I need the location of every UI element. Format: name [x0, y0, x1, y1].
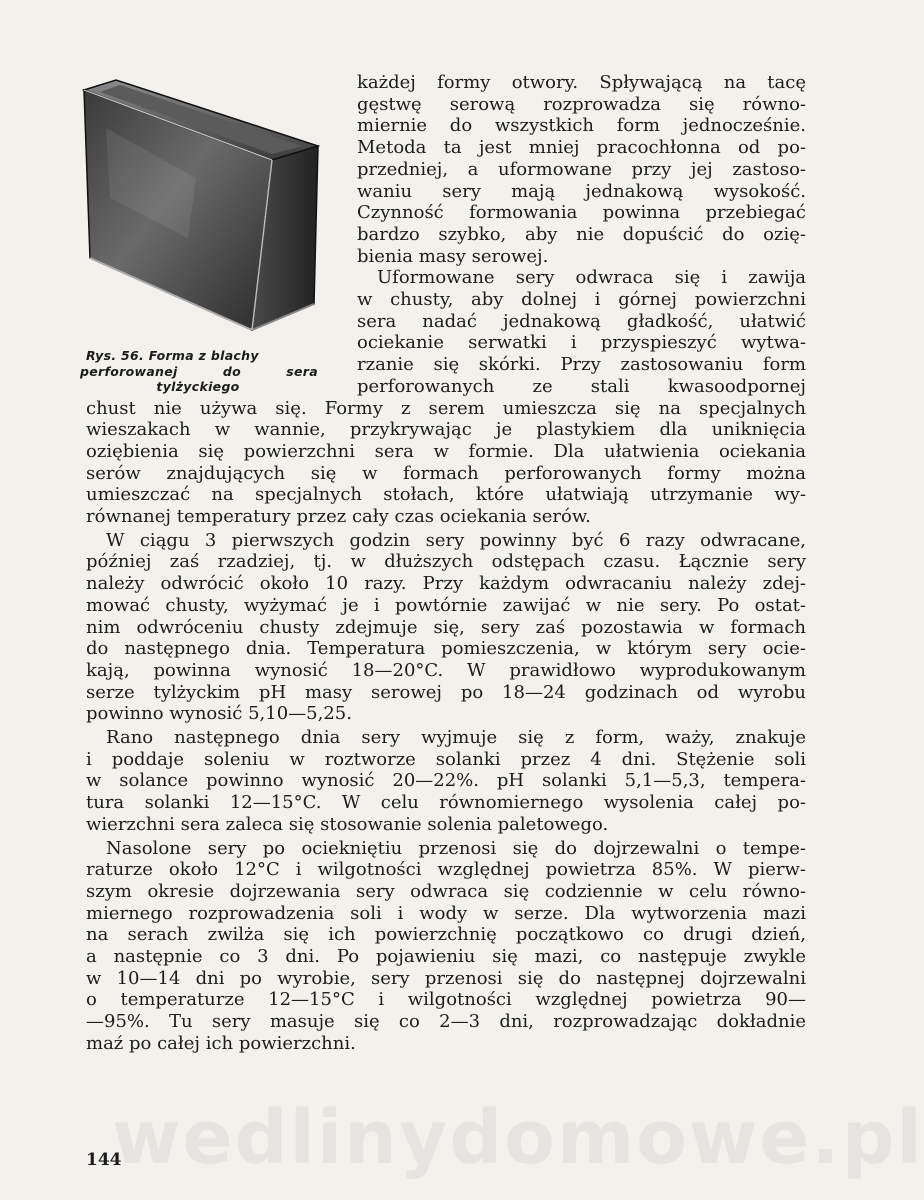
page-number: 144: [86, 1150, 122, 1170]
text-line: Metoda ta jest mniej pracochłonna od po-: [357, 137, 806, 159]
text-line: maź po całej ich powierzchni.: [86, 1032, 356, 1054]
figure-perforated-mold: [76, 68, 326, 348]
text-line: miernego rozprowadzenia soli i wody w serze. Dla wytworzenia mazi: [86, 902, 806, 924]
figure-caption: [78, 348, 318, 395]
text-line: serze tylżyckim pH masy serowej po 18—24 godzinach od wyrobu: [86, 681, 806, 703]
text-line: tura solanki 12—15°C. W celu równomiernego wysolenia całej po-: [86, 792, 806, 814]
text-line: ociekanie serwatki i przyspieszyć wytwa-: [357, 332, 806, 354]
text-line: Nasolone sery po ociekniętiu przenosi się do dojrzewalni o tempe-: [106, 837, 806, 859]
text-line: bienia masy serowej.: [357, 245, 549, 267]
text-line: raturze około 12°C i wilgotności względnej powietrza 85%. W pierw-: [86, 859, 806, 881]
text-line: na serach zwilża się ich powierzchnię początkowo co drugi dzień,: [86, 924, 806, 946]
text-line: umieszczać na specjalnych stołach, które ułatwiają utrzymanie wy-: [86, 484, 806, 506]
caption-line: perforowanej do sera: [80, 363, 318, 379]
text-line: w solance powinno wynosić 20—22%. pH solanki 5,1—5,3, tempera-: [86, 770, 806, 792]
text-line: kają, powinna wynosić 18—20°C. W prawidłowo wyprodukowanym: [86, 659, 806, 681]
caption-line: tylżyckiego: [156, 379, 240, 394]
text-line: miernie do wszystkich form jednocześnie.: [357, 115, 806, 137]
text-line: wierzchni sera zaleca się stosowanie solenia paletowego.: [86, 813, 609, 835]
text-line: szym okresie dojrzewania sery odwraca się codziennie w celu równo-: [86, 880, 806, 902]
text-line: Uformowane sery odwraca się i zawija: [377, 267, 806, 289]
text-line: Rano następnego dnia sery wyjmuje się z form, waży, znakuje: [106, 727, 806, 748]
text-line: rzanie się skórki. Przy zastosowaniu form: [357, 354, 806, 376]
text-line: należy odwrócić około 10 razy. Przy każdym odwracaniu należy zdej-: [86, 573, 806, 595]
text-line: mować chusty, wyżymać je i powtórnie zawijać w nie sery. Po ostat-: [86, 594, 806, 616]
caption-line: Rys. 56. Forma z blachy: [86, 348, 259, 363]
text-line: bardzo szybko, aby nie dopuścić do ozię-: [357, 223, 806, 245]
text-line: wieszakach w wannie, przykrywając je plastykiem dla uniknięcia: [86, 419, 806, 441]
text-line: W ciągu 3 pierwszych godzin sery powinny być 6 razy odwracane,: [106, 529, 806, 551]
text-line: i poddaje soleniu w roztworze solanki przez 4 dni. Stężenie soli: [86, 748, 806, 770]
text-line: o temperaturze 12—15°C i wilgotności względnej powietrza 90—: [86, 989, 806, 1011]
text-line: a następnie co 3 dni. Po pojawieniu się mazi, co następuje zwykle: [86, 946, 806, 967]
text-line: perforowanych ze stali kwasoodpornej: [357, 375, 806, 397]
text-line: sera nadać jednakową gładkość, ułatwić: [357, 310, 806, 332]
text-line: oziębienia się powierzchni sera w formie. Dla ułatwienia ociekania: [86, 440, 806, 462]
text-line: do następnego dnia. Temperatura pomieszczenia, w którym sery ocie-: [86, 638, 806, 660]
text-line: gęstwę serową rozprowadza się równo-: [357, 93, 806, 115]
cheese-mold-illustration: [76, 68, 326, 348]
text-line: nim odwróceniu chusty zdejmuje się, sery zaś pozostawia w formach: [86, 616, 806, 638]
text-line: każdej formy otwory. Spływającą na tacę: [357, 72, 806, 93]
text-line: przedniej, a uformowane przy jej zastoso-: [357, 158, 806, 180]
watermark: wedlinydomowe.pl: [112, 1095, 924, 1181]
text-line: serów znajdujących się w formach perforowanych formy można: [86, 462, 806, 484]
text-line: Czynność formowania powinna przebiegać: [357, 202, 806, 224]
text-line: waniu sery mają jednakową wysokość.: [357, 180, 806, 202]
text-line: równanej temperatury przez cały czas ociekania serów.: [86, 506, 591, 527]
text-line: powinno wynosić 5,10—5,25.: [86, 703, 352, 725]
text-line: później zaś rzadziej, tj. w dłuższych odstępach czasu. Łącznie sery: [86, 551, 806, 573]
text-line: —95%. Tu sery masuje się co 2—3 dni, rozprowadzając dokładnie: [86, 1011, 806, 1033]
text-line: w chusty, aby dolnej i górnej powierzchni: [357, 289, 806, 310]
text-line: chust nie używa się. Formy z serem umieszcza się na specjalnych: [86, 397, 806, 419]
text-line: w 10—14 dni po wyrobie, sery przenosi się do następnej dojrzewalni: [86, 967, 806, 989]
